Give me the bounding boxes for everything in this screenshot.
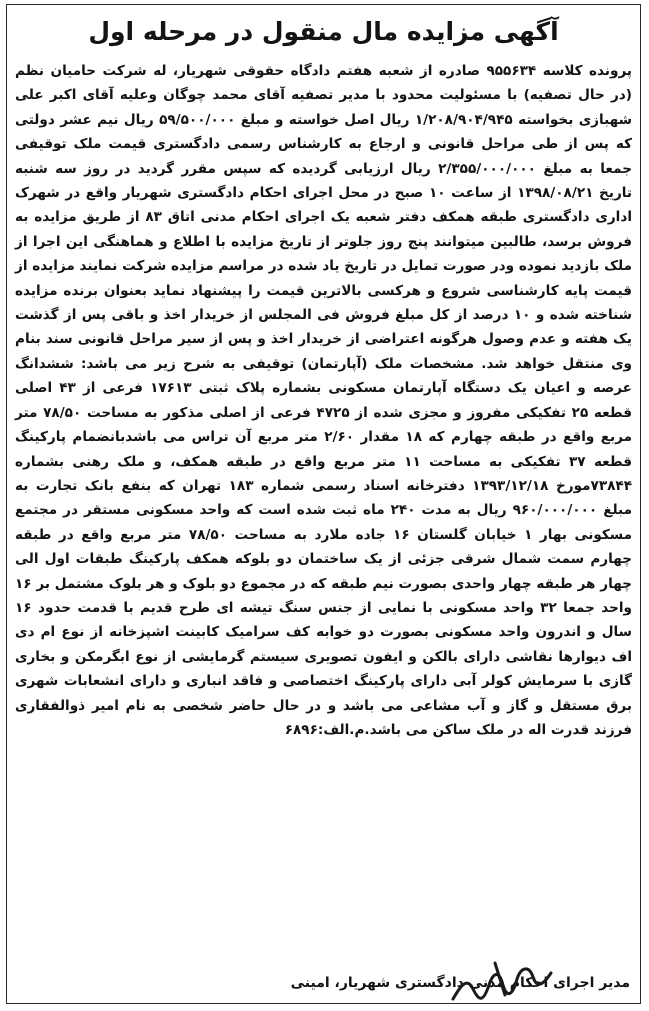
notice-signature: مدیر اجرای احکام مدنی دادگستری شهریار، امینی xyxy=(290,975,630,991)
notice-title: آگهی مزایده مال منقول در مرحله اول xyxy=(88,17,559,46)
notice-body: پرونده کلاسه ۹۵۵۶۳۴ صادره از شعبه هفتم دادگاه حقوقی شهریار، له شرکت حامیان نظم (در حال تصفیه) با مسئولیت محدود با مدیر تصفیه آقای محمد چوگان وعلیه آقای اکبر علی شهبازی بخواسته ۱/۲۰۸/۹۰۴/۹۴۵ ریال اصل خواسته و مبلغ ۵۹/۵۰۰/۰۰۰ ریال نیم عشر دولتی که پس از طی مراحل قانونی و ارجاع به کارشناس رسمی دادگستری قیمت ملک توقیفی جمعا به مبلغ ۲/۳۵۵/۰۰۰/۰۰۰ ریال ارزیابی گردیده که سپس مقرر گردید در روز سه شنبه تاریخ ۱۳۹۸/۰۸/۲۱ از ساعت ۱۰ صبح در محل اجرای احکام دادگستری شهریار واقع در شهرک اداری دادگستری طبقه همکف دفتر شعبه یک اجرای احکام مدنی اتاق ۸۳ از طریق مزایده به فروش برسد، طالبین میتوانند پنج روز جلوتر از تاریخ مزایده با اطلاع و هماهنگی این اجرا از ملک بازدید نموده ودر صورت تمایل در تاریخ یاد شده در مراسم مزایده شرکت نمایند مزایده از قیمت پایه کارشناسی شروع و هرکسی بالاترین قیمت را پیشنهاد نماید بعنوان برنده مزایده شناخته شده و ۱۰ درصد از کل مبلغ فروش فی المجلس از خریدار اخذ و باقی پس از گذشت یک هفته و عدم وصول هرگونه اعتراضی از خریدار اخذ و پس از سیر مراحل قانونی سند بنام وی منتقل خواهد شد. مشخصات ملک (آپارتمان) توقیفی به شرح زیر می باشد: ششدانگ عرصه و اعیان یک دستگاه آپارتمان مسکونی بشماره پلاک ثبتی ۱۷۶۱۳ فرعی از ۴۳ اصلی قطعه ۲۵ تفکیکی مفروز و مجزی شده از ۴۷۲۵ فرعی از اصلی مذکور به مساحت ۷۸/۵۰ متر مربع واقع در طبقه چهارم که ۱۸ مقدار ۲/۶۰ متر مربع آن تراس می باشدبانضمام پارکینگ قطعه ۳۷ تفکیکی به مساحت ۱۱ متر مربع واقع در طبقه همکف، و ملک رهنی بشماره ۷۳۸۴۴مورخ ۱۳۹۳/۱۲/۱۸ دفترخانه اسناد رسمی شماره ۱۸۳ تهران که بنفع بانک تجارت به مبلغ ۹۶۰/۰۰۰/۰۰۰ ریال به مدت ۲۴۰ ماه ثبت شده است که واحد مسکونی مستقر در مجتمع مسکونی بهار ۱ خیابان گلستان ۱۶ جاده ملارد به مساحت ۷۸/۵۰ متر مربع واقع در طبقه چهارم سمت شمال شرقی جزئی از یک ساختمان دو بلوکه همکف پارکینگ طبقات اول الی چهار هر طبقه چهار واحدی بصورت نیم طبقه که در مجموع دو بلوک و هر بلوک مشتمل بر ۱۶ واحد جمعا ۳۲ واحد مسکونی با نمایی از جنس سنگ تیشه ای طرح قدیم با قدمت حدود ۱۶ سال و اندرون واحد مسکونی بصورت دو خوابه کف سرامیک کابینت اشپزخانه از نوع ام دی اف دیوارها نقاشی دارای بالکن و ایفون تصویری سیستم گرمایشی از نوع ابگرمکن و بخاری گازی با سرمایش کولر آبی دارای پارکینگ اختصاصی و فاقد انباری و دارای انشعابات شهری برق مستقل و گاز و آب مشاعی می باشد و در حال حاضر شخصی به نام امیر ذوالفقاری فرزند قدرت اله در ملک ساکن می باشد.م.الف:۶۸۹۶ xyxy=(15,63,633,738)
notice-frame xyxy=(6,4,641,1004)
handwritten-signature-icon xyxy=(447,955,557,1004)
